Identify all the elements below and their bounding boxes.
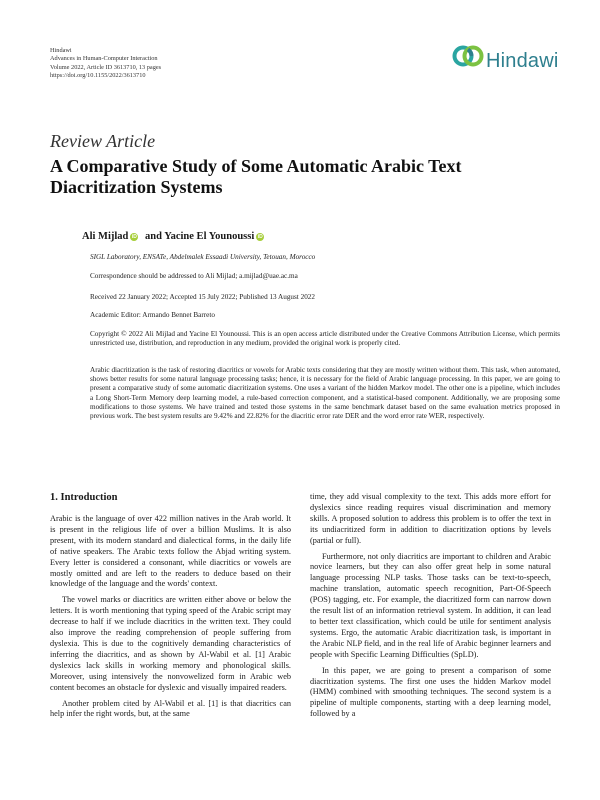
affiliation: SIGL Laboratory, ENSATe, Abdelmalek Essaadi University, Tetouan, Morocco	[90, 253, 316, 261]
hindawi-logo-icon	[452, 41, 486, 71]
article-type: Review Article	[50, 131, 156, 151]
body-paragraph: time, they add visual complexity to the text. This adds more effort for dyslexics since reading requires visual discrimination and memory skills. A proposed solution to address this problem is to offer the text in its undiacritized form in addition to diacritization options by levels (partial or full).	[310, 492, 551, 545]
journal-publisher: Hindawi	[50, 47, 72, 54]
academic-editor: Academic Editor: Armando Bennet Barreto	[90, 311, 215, 319]
body-paragraph: In this paper, we are going to present a comparison of some diacritization systems. The first one uses the hidden Markov model (HMM) combined with smoothing techniques. The second system is a pipeline of multiple components, starting with a deep learning model, followed by a	[310, 665, 551, 719]
body-paragraph: Furthermore, not only diacritics are important to children and Arabic novice learners, but they can also offer great help in some natural language processing NLP tasks. Those tasks can be text-to-speech, machine translation, automatic speech recognition, Part-Of-Speech (POS) tagging, etc. For example, the diacritized form can narrow down the result list of an information retrieval system. In addition, it can lead to better text classification, which could be utile for sentiment analysis systems. Ergo, the automatic Arabic diacritization task, is important in the Arabic NLP field, and in the real life of Arabic beginner learners and people with Specific Learning Difficulties (SpLD).	[310, 551, 551, 659]
orcid-icon[interactable]: iD	[257, 234, 263, 240]
author-connector: and	[145, 231, 162, 242]
logo-wordmark: Hindawi	[486, 50, 559, 72]
left-column	[50, 492, 291, 725]
journal-volume: Volume 2022, Article ID 3613710, 13 pages	[50, 63, 162, 71]
paper-title: A Comparative Study of Some Automatic Arabic Text Diacritization Systems	[50, 156, 462, 197]
author-line	[82, 231, 268, 242]
orcid-icon[interactable]: iD	[131, 234, 137, 240]
journal-info	[50, 47, 161, 80]
abstract: Arabic diacritization is the task of restoring diacritics or vowels for Arabic texts considering that they are mostly written without them. This task, when automated, shows better results for some natural language processing tasks; hence, it is necessary for the field of Arabic language processing. In this paper, we are going to present a comparative study of some automatic diacritization systems. One uses a variant of the hidden Markov model. The other one is a pipeline, which includes a Long Short-Term Memory deep learning model, a rule-based correction component, and a statistical-based component. Additionally, we are proposing some modifications to those systems. We have trained and tested those systems in the same benchmark dataset based on the same evaluation metrics proposed in previous work. The best system results are 9.42% and 22.82% for the diacritic error rate DER and the word error rate WER, respectively.	[90, 366, 560, 421]
publisher-logo	[452, 41, 559, 81]
section-heading: 1. Introduction	[50, 492, 118, 503]
copyright-notice: Copyright © 2022 Ali Mijlad and Yacine El Younoussi. This is an open access article distributed under the Creative Commons Attribution License, which permits unrestricted use, distribution, and reproduction in any medium, provided the original work is properly cited.	[90, 330, 560, 348]
journal-doi[interactable]: https://doi.org/10.1155/2022/3613710	[50, 71, 146, 79]
body-paragraph: Another problem cited by Al-Wabil et al. [1] is that diacritics can help infer the right words, but, at the same	[50, 698, 291, 719]
author-name[interactable]: Ali Mijlad	[82, 231, 129, 242]
journal-name: Advances in Human-Computer Interaction	[50, 55, 158, 63]
author-name[interactable]: Yacine El Younoussi	[164, 231, 255, 242]
right-column	[310, 492, 551, 725]
body-paragraph: The vowel marks or diacritics are written either above or below the letters. It is worth mentioning that typing speed of the Arabic script may decrease to half if we include diacritics in the written text. They could also improve the reading comprehension of people suffering from dyslexia. This is due to the cognitively demanding characteristics of inferring the diacritics, and as shown by Al-Wabil et al. [1] Arabic dyslexics lack skills in working memory and phonological skills. Moreover, using intensively the nonvowelized form in Arabic web content becomes an obstacle for dyslexic and visually impaired readers.	[50, 595, 291, 692]
body-paragraph: Arabic is the language of over 422 million natives in the Arab world. It is present in the religious life of over a billion Muslims. It is also present, with its modern standard and dialectical forms, in the daily life of native speakers. The Arabic texts follow the Abjad writing system. Every letter is considered a consonant, while diacritics or vowels are mostly omitted and are left to the readers to deduce based on their knowledge of the language and the words' context.	[50, 514, 291, 589]
correspondence: Correspondence should be addressed to Ali Mijlad; a.mijlad@uae.ac.ma	[90, 272, 298, 280]
publication-dates: Received 22 January 2022; Accepted 15 July 2022; Published 13 August 2022	[90, 293, 315, 301]
